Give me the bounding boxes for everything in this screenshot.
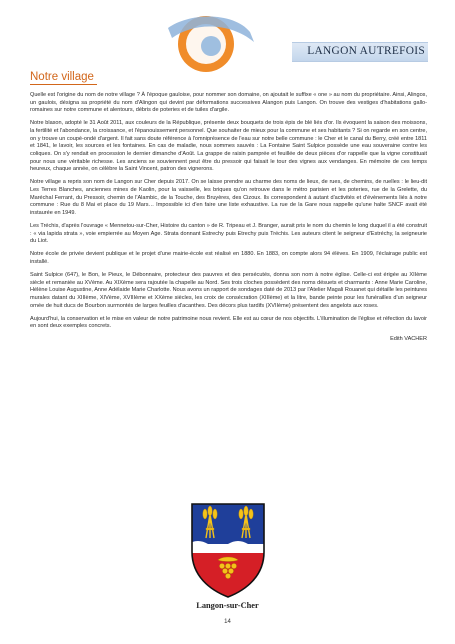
paragraph: Les Tréchis, d'après l'ouvrage « Mennetou-sur-Cher, Histoire du canton » de R. Tripeau et J. Branger, aurait pris le nom du chemin le long duquel il a été construit : « via lapida strata », voie empierrée au Moyen Age. Strata donnant Estrechy puis Etrechy puis Tréchis. Les auteurs citent le seigneur d'Estréchy, la seigneurie du Liot. [30,223,427,245]
header-circles-logo [150,8,260,78]
paragraph: Notre blason, adopté le 31 Août 2011, aux couleurs de la République, présente deux bouquets de trois épis de blé liés d'or. Ils évoquent la saison des moissons, la fertilité et l'abondance, la croissance, et l'épanouissement personnel. Que souhaiter de mieux pour la commune et ses habitants ? Si on regarde en son centre, on y trouve un coupé-ondé d'argent. Il fait sans doute référence à l'omniprésence de l'eau sur notre belle commune : le Cher et le canal du Berry, créé entre 1811 et 1841, le lavoir, les sources et les fontaines. En cas de maladie, nous sommes sauvés : La Fontaine Saint Sulpice possède une eau souveraine contre les coliques. On s'y rendait en procession le dernier dimanche d'Août. La grappe de raisin pamprée et feuillée de deux pièces d'or rappelle que la vigne constituait pour nous une véritable richesse. Les anciens se souviennent peut être du pressoir qui faisait le tour des vignes aux vendanges. En mémoire de ces temps heureux, chaque année, on célèbre la Saint Vincent, patron des vignerons. [30,120,427,173]
header-blue-dot [201,36,221,56]
section-title-underline [30,84,97,85]
crest-blue-field [188,500,268,544]
paragraph: Notre village a repris son nom de Langon sur Cher depuis 2017. On se laisse prendre au charme des noms de lieux, de rues, de chemins, de ruelles : le lieu-dit Les Terres Blanches, anciennes mines de Kaolin, pour la vaisselle, les briques qu'on retrouve dans le métro parisien et les poteries, rue de la Grelette, du Maréchal Ferrant, du Pressoir, chemin de l'Alambic, de la Touche, des Bruyères, des Cizoux. Ils correspondent à autant d'activités et d'évènements liés à notre commune : Rue du 8 Mai et place du 19 Mars… Impossible ici d'en faire une liste exhaustive. La rue de la Gare nous rappelle qu'une halte SNCF avait été instaurée en 1949. [30,179,427,216]
paragraph: Aujourd'hui, la conservation et le mise en valeur de notre patrimoine nous revient. Elle est au cœur de nos objectifs. L'illumination de l'église et réfection du lavoir en sont deux exemples concrets. [30,315,427,330]
paragraph: Notre école de privée devient publique et le projet d'une mairie-école est réalisé en 1880. En 1883, on compte alors 94 élèves. En 1909, l'éclairage public est installé. [30,251,427,266]
crest-caption: Langon-sur-Cher [196,601,259,610]
author-signature: Edith VACHER [390,336,427,343]
section-title: Notre village [30,71,94,83]
article-body [30,92,427,350]
coat-of-arms-icon [188,500,268,600]
page-number: 14 [224,619,231,625]
header-title: LANGON AUTREFOIS [307,45,425,57]
paragraph: Quelle est l'origine du nom de notre village ? À l'époque gauloise, pour nommer son domaine, on ajoutait le suffixe « one » au nom du propriétaire. Ainsi, Alingos, un gaulois, désigna sa propriété du nom d'Alingon qui devint par déformations successives Alangon puis Langon. On trouve des vestiges d'habitations gallo-romaines sur notre commune et alentours, débris de poteries et de tuiles d'argile. [30,92,427,114]
paragraph: Saint Sulpice (647), le Bon, le Pieux, le Débonnaire, protecteur des pauvres et des persécutés, donna son nom à notre église. Celle-ci est érigée au XIIème siècle et remaniée au XVème. Au XIXème sera rajoutée la chapelle au Nord. Ses trois cloches possèdent des noms désuets et charmants : Anne Marie Caroline, Hélène Louise Augustine, Anne Adélaide Marie Charlotte. Nous avons un rapport de sondages daté de 2013 par l'Atelier Magali Rouanet qui détaille les peintures murales datant du XIIIème, XIVème, XVIIIème et XXème siècles, les croix de consécration (XIIIème) et la litre, bande peinte pour les funérailles d'un seigneur ornée de huit ducs de Bourbon surmontés de larges feuilles d'acanthes. Des décors plus tardifs (XVIIème) présentent des angelots aux roses. [30,272,427,309]
